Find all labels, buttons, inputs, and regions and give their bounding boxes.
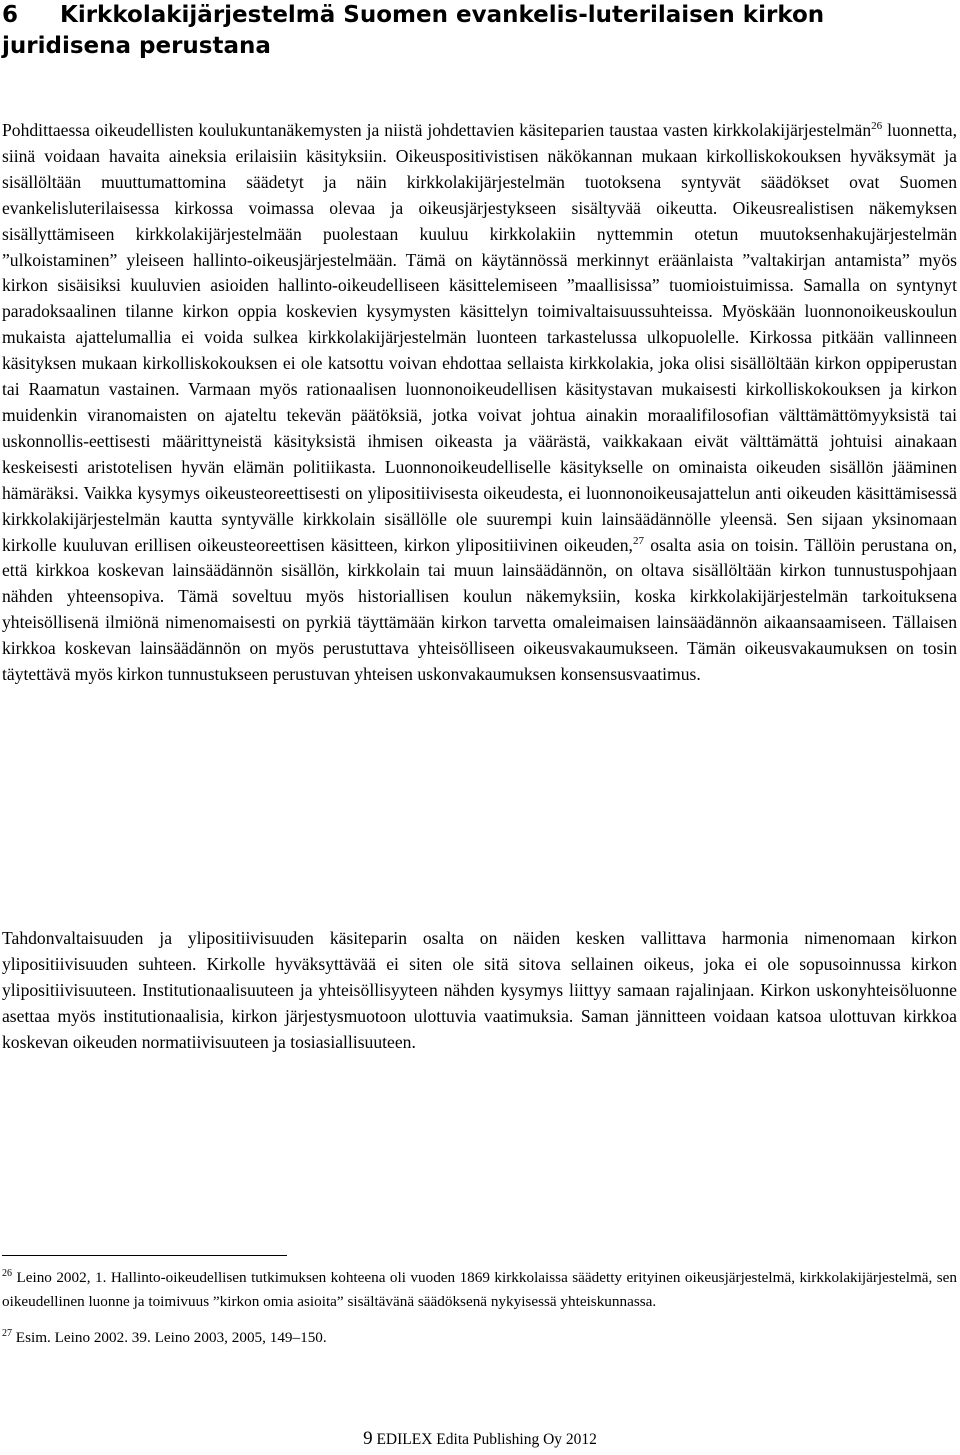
body-paragraph-2: Tahdonvaltaisuuden ja ylipositiivisuuden käsiteparin osalta on näiden kesken vallittava harmonia nimenomaan kirkon ylipositiivisuuden suhteen. Kirkolle hyväksyttävää ei siten ole sitä sitova sellainen oikeus, joka ei ole sopusoinnussa kirkon ylipositiivisuuteen. Institutionaalisuuteen ja yhteisöllisyyteen nähden kysymys liittyy samaan rajalinjaan. Kirkon uskonyhteisöluonne asettaa myös institutionaalisia, kirkon järjestysmuotoon ulottuvia vaatimuksia. Saman jännitteen voidaan katsoa ulottuvan kirkkoa koskevan oikeuden normatiivisuuteen ja tosiasiallisuuteen. (2, 928, 957, 1052)
paragraph-text-middle: luonnetta, siinä voidaan havaita aineksia erilaisiin käsityksiin. Oikeuspositivistisen näkökannan mukaan kirkolliskokouksen hyväksymät ja sisällöltään muuttumattomina säädetyt ja näin kirkkolakijärjestelmän tuotoksena syntyvät säädökset ovat Suomen evankelisluterilaisessa kirkossa voimassa olevaa ja oikeusjärjestykseen sisältyvää oikeutta. Oikeusrealistisen näkemyksen sisällyttämiseen kirkkolakijärjestelmään puolestaan kuuluu kirkkolakiin nyttemmin otetun muutoksenhakujärjestelmän ”ulkoistaminen” yleiseen hallinto-oikeusjärjestelmään. Tämä on käytännössä merkinnyt eräänlaista ”valtakirjan antamista” myös kirkon sisäisiksi kuuluvien asioiden hallinto-oikeudelliseen käsittelemiseen ”maallisissa” tuomioistuimissa. Samalla on syntynyt paradoksaalinen tilanne kirkon oppia koskevien kysymysten käsittelyn toimivaltaisuussuhteissa. Myöskään luonnonoikeuskoulun mukaista ajattelumallia ei voida sulkea kirkkolakijärjestelmän luonteen tarkastelussa ulkopuolelle. Kirkossa pitkään vallinneen käsityksen mukaan kirkolliskokouksen ei ole katsottu voivan ehdottaa sellaista kirkkolakia, joka olisi sisällöltään kirkon oppiperustan tai Raamatun vastainen. Varmaan myös rationaalisen luonnonoikeudellisen käsitystavan mukaisesti kirkolliskokouksen ja kirkon muidenkin viranomaisten on ajateltu tekevän päätöksiä, jotka voivat johtua ainakin moraalifilosofian välttämättömyyksistä tai uskonnollis-eettisesti määrittyneistä käsityksistä ihmisen oikeasta ja väärästä, vaikkakaan eivät välttämättä johtuisi ainakaan keskeisesti aristotelisen hyvän elämän politiikasta. Luonnonoikeudelliselle käsitykselle on ominaista oikeuden sisällön jääminen hämäräksi. Vaikka kysymys oikeusteoreettisesti on ylipositiivisesta oikeudesta, ei luonnonoikeusajattelun anti oikeuden käsittämisessä kirkkolakijärjestelmän kautta syntyvälle kirkkolain sisällölle ole suurempi kuin lainsäädännölle yleensä. Sen sijaan yksinomaan kirkolle kuuluvan erillisen oikeusteoreettisen käsitteen, kirkon ylipositiivinen oikeuden, (2, 120, 957, 555)
footnote-text: Leino 2002, 1. Hallinto-oikeudellisen tutkimuksen kohteena oli vuoden 1869 kirkkolaissa säädetty erityinen oikeusjärjestelmä, kirkkolakijärjestelmä, sen oikeudellinen luonne ja toimivuus ”kirkon omia asioita” sisältävänä säädöksenä nykyisessä yhteiskunnassa. (2, 1269, 957, 1310)
section-heading (2, 0, 952, 62)
footnote-26 (2, 1266, 957, 1314)
paragraph-text-end: osalta asia on toisin. Tällöin perustana on, että kirkkoa koskevan lainsäädännön sisällön, kirkkolain tai muun lainsäädännön, on oltava sisällöltään kirkon tunnustuspohjaan nähden yhteensopiva. Tämä soveltuu myös historiallisen koulun näkemyksiin, koska kirkkolakijärjestelmän tarkoituksena yhteisöllisenä ilmiönä nimenomaisesti on pyrkiä täyttämään kirkon tarvetta omaleimaisen lainsäädännön aikaansaamiseen. Tällaisen kirkkoa koskevan lainsäädännön on myös perustuttava yhteisölliseen oikeusvakaumukseen. Tämän oikeusvakaumuksen on tosin täytettävä myös kirkon tunnustukseen perustuvan yhteisen uskonvakaumuksen konsensusvaatimus. (2, 534, 957, 685)
footnotes (2, 1266, 957, 1362)
footnote-ref-26[interactable]: 26 (871, 120, 883, 133)
body-paragraph-1 (2, 118, 957, 688)
publisher-line: EDILEX Edita Publishing Oy 2012 (372, 1431, 597, 1448)
footnote-ref-27[interactable]: 27 (632, 534, 644, 547)
paragraph-text-start: Pohdittaessa oikeudellisten koulukuntanäkemysten ja niistä johdettavien käsiteparien taustaa vasten kirkkolakijärjestelmän (2, 120, 872, 140)
footnote-separator (2, 1255, 287, 1256)
page-footer (0, 1429, 960, 1450)
section-number: 6 (2, 2, 19, 28)
footnote-27 (2, 1326, 957, 1350)
footnote-text: Esim. Leino 2002. 39. Leino 2003, 2005, 149–150. (12, 1329, 327, 1346)
section-title: Kirkkolakijärjestelmä Suomen evankelis-luterilaisen kirkon juridisena perustana (2, 2, 825, 59)
footnote-mark: 26 (2, 1267, 12, 1279)
page-number: 9 (363, 1428, 373, 1449)
footnote-mark: 27 (2, 1327, 12, 1339)
